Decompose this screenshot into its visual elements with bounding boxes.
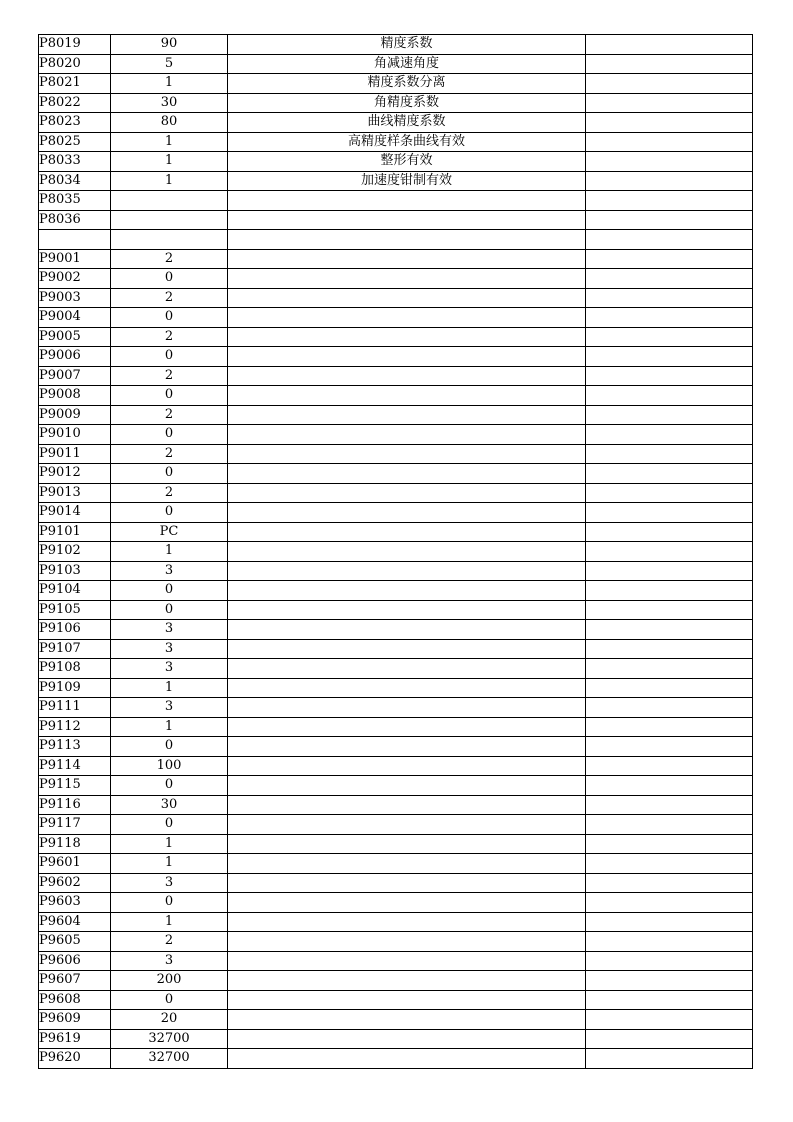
param-value-cell: 1 xyxy=(111,542,228,562)
param-value-cell: 30 xyxy=(111,93,228,113)
param-value-cell: 0 xyxy=(111,737,228,757)
table-row xyxy=(39,795,753,815)
param-description-cell xyxy=(228,854,586,874)
table-row xyxy=(39,483,753,503)
param-value-cell: 20 xyxy=(111,1010,228,1030)
param-code-cell: P9102 xyxy=(39,542,111,562)
param-description-cell xyxy=(228,386,586,406)
param-value-cell xyxy=(111,191,228,211)
param-value-cell: 30 xyxy=(111,795,228,815)
table-row xyxy=(39,386,753,406)
param-description-cell xyxy=(228,1010,586,1030)
table-row xyxy=(39,542,753,562)
param-note-cell xyxy=(586,971,753,991)
param-code-cell: P9115 xyxy=(39,776,111,796)
param-description-cell: 精度系数 xyxy=(228,35,586,55)
param-description-cell: 角精度系数 xyxy=(228,93,586,113)
param-value-cell: 3 xyxy=(111,873,228,893)
table-row xyxy=(39,366,753,386)
param-code-cell: P9013 xyxy=(39,483,111,503)
param-code-cell: P9601 xyxy=(39,854,111,874)
param-description-cell xyxy=(228,561,586,581)
param-value-cell: 2 xyxy=(111,288,228,308)
param-value-cell: 3 xyxy=(111,620,228,640)
param-value-cell: 1 xyxy=(111,132,228,152)
param-note-cell xyxy=(586,191,753,211)
param-description-cell xyxy=(228,444,586,464)
param-value-cell: 1 xyxy=(111,678,228,698)
param-note-cell xyxy=(586,386,753,406)
table-row xyxy=(39,132,753,152)
param-code-cell: P9602 xyxy=(39,873,111,893)
param-description-cell xyxy=(228,873,586,893)
table-row xyxy=(39,347,753,367)
param-note-cell xyxy=(586,288,753,308)
param-value-cell: 0 xyxy=(111,503,228,523)
param-note-cell xyxy=(586,834,753,854)
param-note-cell xyxy=(586,737,753,757)
param-value-cell: 3 xyxy=(111,639,228,659)
param-value-cell: 5 xyxy=(111,54,228,74)
param-note-cell xyxy=(586,932,753,952)
param-note-cell xyxy=(586,698,753,718)
param-value-cell: 0 xyxy=(111,347,228,367)
param-note-cell xyxy=(586,269,753,289)
param-note-cell xyxy=(586,93,753,113)
param-description-cell xyxy=(228,600,586,620)
param-value-cell: 3 xyxy=(111,951,228,971)
table-row xyxy=(39,912,753,932)
param-description-cell xyxy=(228,464,586,484)
param-note-cell xyxy=(586,561,753,581)
param-description-cell xyxy=(228,522,586,542)
table-row xyxy=(39,249,753,269)
param-code-cell: P9003 xyxy=(39,288,111,308)
param-code-cell: P8035 xyxy=(39,191,111,211)
param-value-cell xyxy=(111,210,228,230)
param-code-cell: P9105 xyxy=(39,600,111,620)
param-description-cell xyxy=(228,327,586,347)
param-description-cell xyxy=(228,249,586,269)
param-note-cell xyxy=(586,951,753,971)
param-value-cell: 0 xyxy=(111,269,228,289)
table-row xyxy=(39,93,753,113)
param-description-cell xyxy=(228,756,586,776)
table-row xyxy=(39,171,753,191)
param-note-cell xyxy=(586,776,753,796)
table-row xyxy=(39,659,753,679)
param-description-cell: 曲线精度系数 xyxy=(228,113,586,133)
param-code-cell: P9108 xyxy=(39,659,111,679)
param-description-cell: 整形有效 xyxy=(228,152,586,172)
table-row xyxy=(39,854,753,874)
table-row xyxy=(39,717,753,737)
param-code-cell: P9011 xyxy=(39,444,111,464)
param-description-cell xyxy=(228,347,586,367)
param-note-cell xyxy=(586,1049,753,1069)
param-description-cell: 加速度钳制有效 xyxy=(228,171,586,191)
table-row xyxy=(39,288,753,308)
param-code-cell: P9608 xyxy=(39,990,111,1010)
param-code-cell: P8036 xyxy=(39,210,111,230)
param-code-cell: P9620 xyxy=(39,1049,111,1069)
param-code-cell: P8023 xyxy=(39,113,111,133)
table-row xyxy=(39,230,753,250)
param-value-cell: 32700 xyxy=(111,1049,228,1069)
param-code-cell: P9114 xyxy=(39,756,111,776)
parameter-table-body xyxy=(39,35,753,1069)
param-note-cell xyxy=(586,522,753,542)
param-description-cell xyxy=(228,1029,586,1049)
param-note-cell xyxy=(586,347,753,367)
param-note-cell xyxy=(586,659,753,679)
param-code-cell: P9619 xyxy=(39,1029,111,1049)
param-note-cell xyxy=(586,444,753,464)
param-code-cell: P9603 xyxy=(39,893,111,913)
param-description-cell xyxy=(228,717,586,737)
param-note-cell xyxy=(586,210,753,230)
param-code-cell: P9006 xyxy=(39,347,111,367)
param-description-cell xyxy=(228,795,586,815)
param-code-cell: P9111 xyxy=(39,698,111,718)
param-value-cell: 0 xyxy=(111,464,228,484)
table-row xyxy=(39,425,753,445)
param-value-cell: 1 xyxy=(111,834,228,854)
table-row xyxy=(39,210,753,230)
param-code-cell: P9109 xyxy=(39,678,111,698)
param-code-cell: P9606 xyxy=(39,951,111,971)
param-note-cell xyxy=(586,405,753,425)
param-value-cell: 2 xyxy=(111,483,228,503)
param-code-cell: P8034 xyxy=(39,171,111,191)
param-description-cell: 精度系数分离 xyxy=(228,74,586,94)
param-code-cell: P8019 xyxy=(39,35,111,55)
param-value-cell: 2 xyxy=(111,932,228,952)
param-code-cell: P9014 xyxy=(39,503,111,523)
param-description-cell xyxy=(228,815,586,835)
param-value-cell: 1 xyxy=(111,912,228,932)
table-row xyxy=(39,971,753,991)
param-value-cell: 2 xyxy=(111,249,228,269)
param-description-cell xyxy=(228,951,586,971)
param-description-cell xyxy=(228,581,586,601)
param-value-cell: 1 xyxy=(111,152,228,172)
param-note-cell xyxy=(586,1029,753,1049)
param-code-cell: P9007 xyxy=(39,366,111,386)
table-row xyxy=(39,191,753,211)
param-value-cell: 2 xyxy=(111,405,228,425)
param-code-cell: P8025 xyxy=(39,132,111,152)
table-row xyxy=(39,600,753,620)
param-note-cell xyxy=(586,815,753,835)
param-value-cell: 0 xyxy=(111,425,228,445)
param-value-cell: 200 xyxy=(111,971,228,991)
param-value-cell: 80 xyxy=(111,113,228,133)
table-row xyxy=(39,327,753,347)
param-description-cell xyxy=(228,659,586,679)
param-description-cell xyxy=(228,912,586,932)
param-description-cell xyxy=(228,503,586,523)
param-note-cell xyxy=(586,327,753,347)
param-value-cell: 3 xyxy=(111,659,228,679)
param-description-cell xyxy=(228,1049,586,1069)
param-description-cell xyxy=(228,737,586,757)
table-row xyxy=(39,776,753,796)
table-row xyxy=(39,873,753,893)
param-code-cell: P9005 xyxy=(39,327,111,347)
param-code-cell: P8033 xyxy=(39,152,111,172)
param-code-cell: P9101 xyxy=(39,522,111,542)
table-row xyxy=(39,444,753,464)
param-description-cell xyxy=(228,893,586,913)
param-code-cell: P9609 xyxy=(39,1010,111,1030)
param-description-cell xyxy=(228,425,586,445)
param-note-cell xyxy=(586,230,753,250)
param-code-cell: P9112 xyxy=(39,717,111,737)
param-code-cell xyxy=(39,230,111,250)
param-note-cell xyxy=(586,152,753,172)
param-description-cell xyxy=(228,405,586,425)
table-row xyxy=(39,1049,753,1069)
param-note-cell xyxy=(586,1010,753,1030)
param-note-cell xyxy=(586,171,753,191)
param-value-cell: 1 xyxy=(111,74,228,94)
param-note-cell xyxy=(586,620,753,640)
param-note-cell xyxy=(586,756,753,776)
table-row xyxy=(39,1010,753,1030)
param-description-cell xyxy=(228,191,586,211)
param-note-cell xyxy=(586,503,753,523)
param-value-cell: 0 xyxy=(111,308,228,328)
table-row xyxy=(39,113,753,133)
param-code-cell: P9107 xyxy=(39,639,111,659)
param-value-cell: 100 xyxy=(111,756,228,776)
param-note-cell xyxy=(586,600,753,620)
param-description-cell xyxy=(228,932,586,952)
table-row xyxy=(39,503,753,523)
param-description-cell xyxy=(228,678,586,698)
param-note-cell xyxy=(586,873,753,893)
table-row xyxy=(39,74,753,94)
param-note-cell xyxy=(586,425,753,445)
table-row xyxy=(39,932,753,952)
param-description-cell xyxy=(228,269,586,289)
param-code-cell: P9117 xyxy=(39,815,111,835)
param-value-cell: PC xyxy=(111,522,228,542)
param-value-cell: 1 xyxy=(111,717,228,737)
table-row xyxy=(39,678,753,698)
param-code-cell: P9010 xyxy=(39,425,111,445)
param-description-cell xyxy=(228,366,586,386)
param-value-cell: 0 xyxy=(111,776,228,796)
param-code-cell: P9001 xyxy=(39,249,111,269)
param-value-cell: 0 xyxy=(111,893,228,913)
param-value-cell: 1 xyxy=(111,171,228,191)
param-code-cell: P9604 xyxy=(39,912,111,932)
param-note-cell xyxy=(586,581,753,601)
table-row xyxy=(39,951,753,971)
param-code-cell: P9106 xyxy=(39,620,111,640)
param-value-cell: 1 xyxy=(111,854,228,874)
param-value-cell: 0 xyxy=(111,581,228,601)
param-value-cell: 0 xyxy=(111,990,228,1010)
param-description-cell xyxy=(228,210,586,230)
param-value-cell: 32700 xyxy=(111,1029,228,1049)
param-note-cell xyxy=(586,912,753,932)
param-note-cell xyxy=(586,113,753,133)
table-row xyxy=(39,269,753,289)
table-row xyxy=(39,152,753,172)
param-code-cell: P9104 xyxy=(39,581,111,601)
param-note-cell xyxy=(586,483,753,503)
param-description-cell xyxy=(228,308,586,328)
param-note-cell xyxy=(586,249,753,269)
param-code-cell: P9118 xyxy=(39,834,111,854)
param-code-cell: P9116 xyxy=(39,795,111,815)
param-code-cell: P9103 xyxy=(39,561,111,581)
param-description-cell xyxy=(228,483,586,503)
param-note-cell xyxy=(586,542,753,562)
table-row xyxy=(39,990,753,1010)
param-value-cell: 0 xyxy=(111,600,228,620)
param-code-cell: P9002 xyxy=(39,269,111,289)
param-note-cell xyxy=(586,132,753,152)
param-code-cell: P9004 xyxy=(39,308,111,328)
param-note-cell xyxy=(586,717,753,737)
param-value-cell: 3 xyxy=(111,561,228,581)
param-value-cell: 90 xyxy=(111,35,228,55)
table-row xyxy=(39,522,753,542)
table-row xyxy=(39,35,753,55)
param-value-cell: 0 xyxy=(111,815,228,835)
table-row xyxy=(39,581,753,601)
param-note-cell xyxy=(586,35,753,55)
param-code-cell: P9012 xyxy=(39,464,111,484)
table-row xyxy=(39,1029,753,1049)
table-row xyxy=(39,464,753,484)
table-row xyxy=(39,54,753,74)
param-note-cell xyxy=(586,990,753,1010)
param-note-cell xyxy=(586,678,753,698)
param-code-cell: P9605 xyxy=(39,932,111,952)
param-note-cell xyxy=(586,74,753,94)
param-description-cell xyxy=(228,639,586,659)
param-note-cell xyxy=(586,639,753,659)
param-value-cell: 2 xyxy=(111,444,228,464)
param-code-cell: P8022 xyxy=(39,93,111,113)
param-description-cell xyxy=(228,776,586,796)
param-code-cell: P9113 xyxy=(39,737,111,757)
param-description-cell: 角减速角度 xyxy=(228,54,586,74)
param-note-cell xyxy=(586,854,753,874)
param-description-cell xyxy=(228,990,586,1010)
table-row xyxy=(39,620,753,640)
param-description-cell: 高精度样条曲线有效 xyxy=(228,132,586,152)
table-row xyxy=(39,815,753,835)
param-description-cell xyxy=(228,230,586,250)
param-code-cell: P9008 xyxy=(39,386,111,406)
param-value-cell: 3 xyxy=(111,698,228,718)
table-row xyxy=(39,561,753,581)
param-note-cell xyxy=(586,308,753,328)
table-row xyxy=(39,834,753,854)
parameter-table xyxy=(38,34,753,1069)
param-value-cell: 2 xyxy=(111,327,228,347)
param-note-cell xyxy=(586,366,753,386)
param-note-cell xyxy=(586,795,753,815)
param-description-cell xyxy=(228,542,586,562)
param-code-cell: P9009 xyxy=(39,405,111,425)
param-code-cell: P8020 xyxy=(39,54,111,74)
param-value-cell: 2 xyxy=(111,366,228,386)
param-note-cell xyxy=(586,54,753,74)
param-value-cell xyxy=(111,230,228,250)
param-description-cell xyxy=(228,971,586,991)
param-note-cell xyxy=(586,893,753,913)
table-row xyxy=(39,639,753,659)
param-description-cell xyxy=(228,834,586,854)
table-row xyxy=(39,698,753,718)
table-row xyxy=(39,893,753,913)
param-note-cell xyxy=(586,464,753,484)
param-description-cell xyxy=(228,288,586,308)
param-description-cell xyxy=(228,698,586,718)
param-code-cell: P8021 xyxy=(39,74,111,94)
table-row xyxy=(39,308,753,328)
param-code-cell: P9607 xyxy=(39,971,111,991)
table-row xyxy=(39,756,753,776)
param-description-cell xyxy=(228,620,586,640)
param-value-cell: 0 xyxy=(111,386,228,406)
table-row xyxy=(39,737,753,757)
table-row xyxy=(39,405,753,425)
